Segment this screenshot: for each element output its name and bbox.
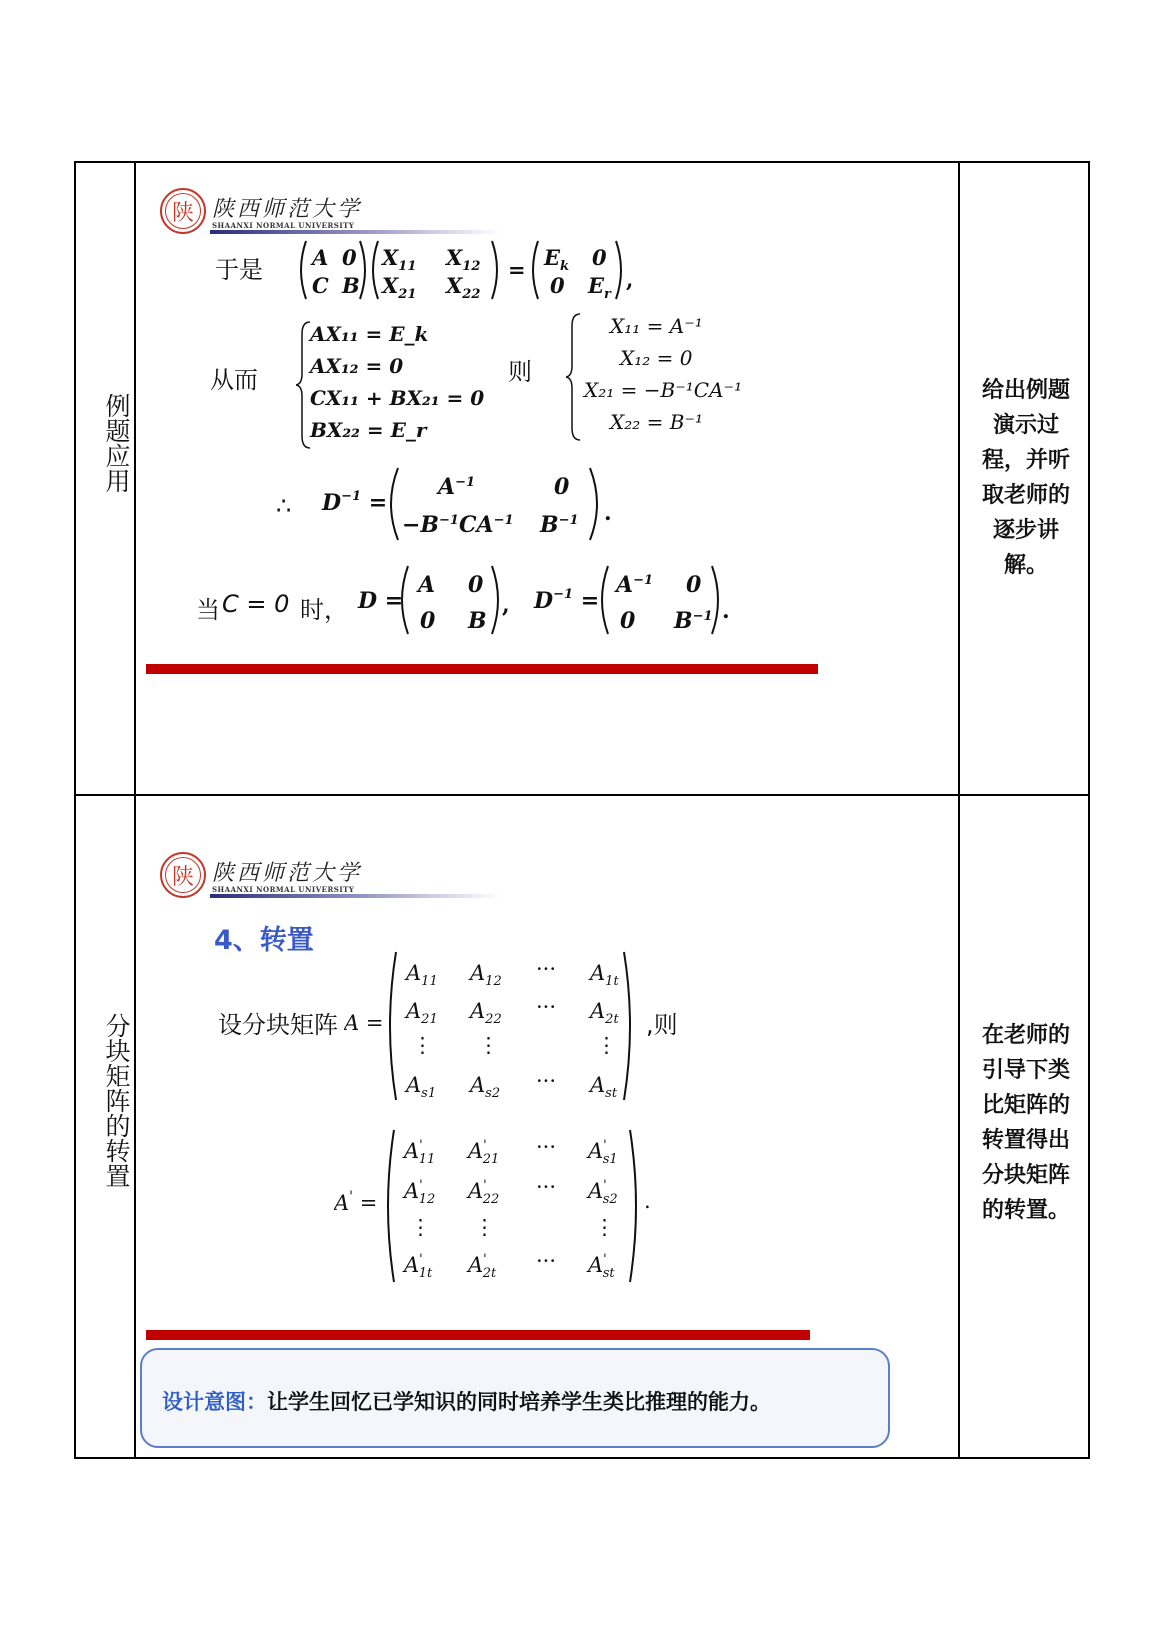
r4: X₂₂ = B⁻¹ bbox=[610, 410, 704, 434]
svg-text:A'22: A' 22 bbox=[468, 1178, 500, 1207]
logo-en: SHAANXI NORMAL UNIVERSITY bbox=[212, 221, 355, 230]
shi-text: 时， bbox=[300, 596, 348, 624]
dang-text: 当 bbox=[196, 596, 220, 624]
svg-text:A21: $A_{21}$ bbox=[406, 999, 438, 1027]
r3: X₂₁ = −B⁻¹CA⁻¹ bbox=[584, 378, 743, 402]
matrix-product-equation bbox=[298, 237, 658, 303]
svg-text:A22: $A_{22}$ bbox=[470, 999, 502, 1027]
svg-text:Ast: $A_{st}$ bbox=[590, 1073, 618, 1101]
svg-text:···: ··· bbox=[536, 957, 557, 981]
svg-text:A: A bbox=[418, 572, 436, 598]
svg-text:···: ··· bbox=[536, 1249, 557, 1273]
svg-text:D−1 =: $D^{-1}$ = bbox=[534, 587, 600, 614]
col-divider-left bbox=[134, 163, 136, 1457]
svg-text:A' =: A' = bbox=[334, 1189, 378, 1215]
row1-label: 例题应用 bbox=[102, 393, 131, 493]
seal-icon: 陕 bbox=[160, 852, 206, 898]
right-brace bbox=[566, 312, 586, 442]
university-logo bbox=[160, 188, 362, 234]
c-equals-zero: C = 0 bbox=[222, 590, 290, 618]
svg-text:0: 0 bbox=[342, 245, 357, 270]
row2-note: 在老师的引导下类比矩阵的转置得出分块矩阵的转置。 bbox=[981, 1023, 1070, 1223]
svg-text:=: = bbox=[508, 257, 526, 282]
block-matrix-A bbox=[344, 948, 634, 1104]
svg-text:Ek: $E_k$ bbox=[544, 245, 570, 274]
slide2-red-bar bbox=[146, 1330, 810, 1340]
svg-text:A−1: $A^{-1}$ bbox=[616, 572, 654, 598]
svg-text:⋮: ⋮ bbox=[594, 1215, 615, 1239]
svg-text:X12: $X_{12}$ bbox=[446, 245, 481, 274]
svg-text:.: . bbox=[722, 598, 730, 624]
svg-text:,: , bbox=[502, 592, 510, 618]
logo-en-2: SHAANXI NORMAL UNIVERSITY bbox=[212, 885, 355, 894]
svg-text:A1t: $A_{1t}$ bbox=[590, 961, 619, 989]
svg-text:A'12: A' 12 bbox=[404, 1178, 436, 1207]
svg-text:C: C bbox=[312, 273, 329, 298]
university-logo-2 bbox=[160, 852, 362, 898]
svg-text:X21: $X_{21}$ bbox=[382, 273, 417, 302]
svg-text:B: B bbox=[468, 608, 487, 634]
logo-cn-2: 陕西师范大学 bbox=[212, 861, 363, 886]
svg-text:A'11: A' 11 bbox=[404, 1138, 436, 1167]
svg-text:···: ··· bbox=[536, 1175, 557, 1199]
transposed-block-matrix bbox=[334, 1126, 664, 1286]
svg-text:···: ··· bbox=[536, 1069, 557, 1093]
ze-text: 则 bbox=[508, 358, 532, 386]
svg-text:A'2t: A' 2t bbox=[468, 1252, 497, 1281]
svg-text:A'st: A' st bbox=[588, 1252, 615, 1281]
design-intent-label: 设计意图： bbox=[162, 1390, 267, 1414]
svg-text:,: , bbox=[626, 267, 634, 292]
congr-text: 从而 bbox=[210, 366, 258, 394]
svg-text:⋮: ⋮ bbox=[596, 1033, 617, 1057]
svg-text:A11: $A_{11}$ bbox=[406, 961, 438, 989]
eq3: CX₁₁ + BX₂₁ = 0 bbox=[310, 386, 485, 410]
svg-text:···: ··· bbox=[536, 1135, 557, 1159]
svg-text:A's1: A' s1 bbox=[588, 1138, 618, 1167]
svg-text:0: 0 bbox=[686, 572, 702, 598]
svg-text:X22: $X_{22}$ bbox=[446, 273, 481, 302]
svg-text:B: B bbox=[342, 273, 360, 298]
svg-text:⋮: ⋮ bbox=[474, 1215, 495, 1239]
row2-label: 分块矩阵的转置 bbox=[102, 1013, 131, 1188]
row-divider bbox=[76, 794, 1088, 796]
svg-text:0: 0 bbox=[620, 608, 636, 634]
therefore-symbol: ∴ bbox=[276, 492, 292, 520]
shefen-text: 设分块矩阵 bbox=[218, 1011, 338, 1039]
svg-text:−B−1CA−1: $-B^{-1}CA^{-1}$ bbox=[402, 512, 514, 538]
ze-text-2: ,则 bbox=[646, 1011, 678, 1039]
design-intent-box bbox=[140, 1348, 890, 1448]
eq4: BX₂₂ = E_r bbox=[310, 418, 427, 442]
svg-text:0: 0 bbox=[592, 245, 607, 270]
svg-text:A12: $A_{12}$ bbox=[470, 961, 502, 989]
svg-text:A2t: $A_{2t}$ bbox=[590, 999, 619, 1027]
svg-text:A−1: $A^{-1}$ bbox=[438, 474, 476, 500]
logo-cn: 陕西师范大学 bbox=[212, 197, 363, 222]
yushi-text: 于是 bbox=[215, 256, 263, 284]
logo-underline bbox=[210, 230, 500, 234]
design-intent-content: 让学生回忆已学知识的同时培养学生类比推理的能力。 bbox=[267, 1390, 771, 1414]
svg-text:.: . bbox=[644, 1189, 651, 1213]
svg-text:Er: $E_r$ bbox=[588, 273, 611, 302]
svg-text:B−1: $B^{-1}$ bbox=[674, 608, 713, 634]
svg-text:As2: $A_{s2}$ bbox=[470, 1073, 501, 1101]
svg-text:D−1 =: $D^{-1}$ = bbox=[322, 489, 388, 516]
svg-text:D =: D = bbox=[358, 588, 404, 614]
r2: X₁₂ = 0 bbox=[620, 346, 693, 370]
svg-text:⋮: ⋮ bbox=[410, 1215, 431, 1239]
svg-text:0: 0 bbox=[550, 273, 565, 298]
svg-text:···: ··· bbox=[536, 995, 557, 1019]
design-intent-text bbox=[162, 1386, 771, 1416]
svg-text:.: . bbox=[604, 500, 612, 526]
inverse-matrix-equation bbox=[318, 464, 618, 544]
svg-text:A =: A = bbox=[344, 1011, 384, 1035]
col-divider-right bbox=[958, 163, 960, 1457]
svg-text:0: 0 bbox=[420, 608, 436, 634]
svg-text:A'21: A' 21 bbox=[468, 1138, 500, 1167]
svg-text:B−1: $B^{-1}$ bbox=[540, 512, 579, 538]
r1: X₁₁ = A⁻¹ bbox=[610, 314, 703, 338]
section-title: 4、转置 bbox=[214, 925, 314, 956]
svg-text:X11: $X_{11}$ bbox=[382, 245, 417, 274]
svg-text:0: 0 bbox=[468, 572, 484, 598]
svg-text:A: A bbox=[312, 245, 329, 270]
eq2: AX₁₂ = 0 bbox=[310, 354, 404, 378]
svg-text:⋮: ⋮ bbox=[412, 1033, 433, 1057]
svg-text:A's2: A' s2 bbox=[588, 1178, 618, 1207]
svg-text:A'1t: A' 1t bbox=[404, 1252, 433, 1281]
slide1-red-bar bbox=[146, 664, 818, 674]
logo-underline-2 bbox=[210, 894, 500, 898]
svg-text:0: 0 bbox=[554, 474, 570, 500]
eq1: AX₁₁ = E_k bbox=[310, 322, 429, 346]
row1-note: 给出例题演示过程，并听取老师的逐步讲解。 bbox=[981, 378, 1070, 578]
svg-text:As1: $A_{s1}$ bbox=[406, 1073, 437, 1101]
special-case-equation bbox=[356, 562, 736, 638]
svg-text:⋮: ⋮ bbox=[478, 1033, 499, 1057]
seal-icon: 陕 bbox=[160, 188, 206, 234]
